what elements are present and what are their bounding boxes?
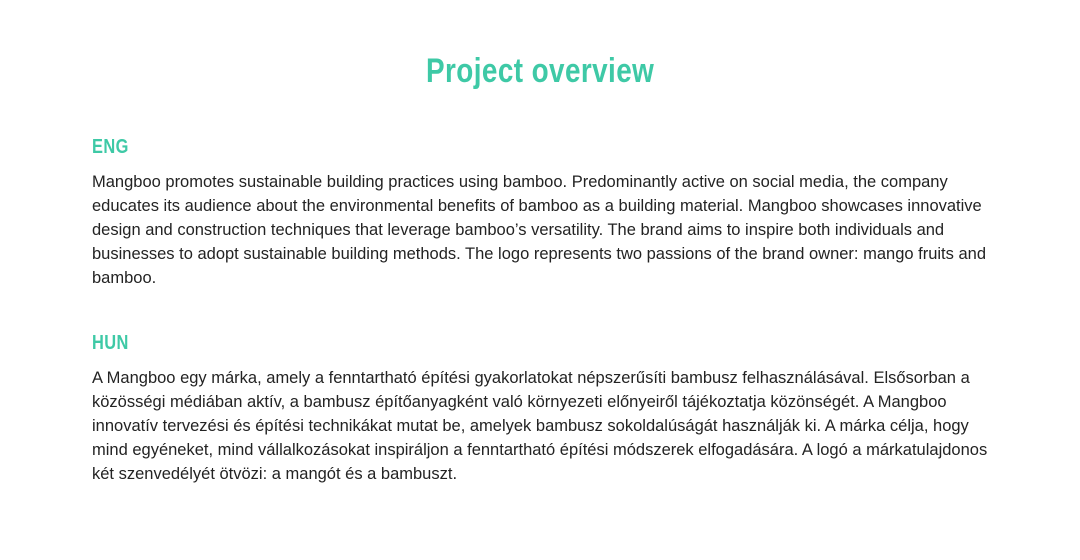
section-hun-heading-text: HUN — [92, 332, 129, 354]
page-title-text: Project overview — [425, 52, 655, 90]
section-hun-body: A Mangboo egy márka, amely a fenntartható építési gyakorlatokat népszerűsíti bambusz felhasználásával. Elsősorban a közösségi médiában aktív, a bambusz építőanyagként való környezeti előnyeiről tájékoztatja közönségét. A Mangboo innovatív tervezési és építési technikákat mutat be, amelyek bambusz sokoldalúságát használják ki. A márka célja, hogy mind egyéneket, mind vállalkozásokat inspiráljon a fenntartható építési módszerek elfogadására. A logó a márkatulajdonos két szenvedélyét ötvözi: a mangót és a bambuszt. — [92, 369, 988, 483]
section-eng-heading-text: ENG — [92, 136, 129, 158]
section-hun — [92, 332, 992, 486]
content-area — [92, 136, 992, 528]
section-eng-body: Mangboo promotes sustainable building practices using bamboo. Predominantly active on social media, the company educates its audience about the environmental benefits of bamboo as a building material. Mangboo showcases innovative design and construction techniques that leverage bamboo’s versatility. The brand aims to inspire both individuals and businesses to adopt sustainable building methods. The logo represents two passions of the brand owner: mango fruits and bamboo. — [92, 173, 986, 287]
section-eng — [92, 136, 992, 290]
page-title — [0, 52, 1080, 91]
section-hun-heading — [92, 332, 992, 355]
section-eng-heading — [92, 136, 992, 159]
